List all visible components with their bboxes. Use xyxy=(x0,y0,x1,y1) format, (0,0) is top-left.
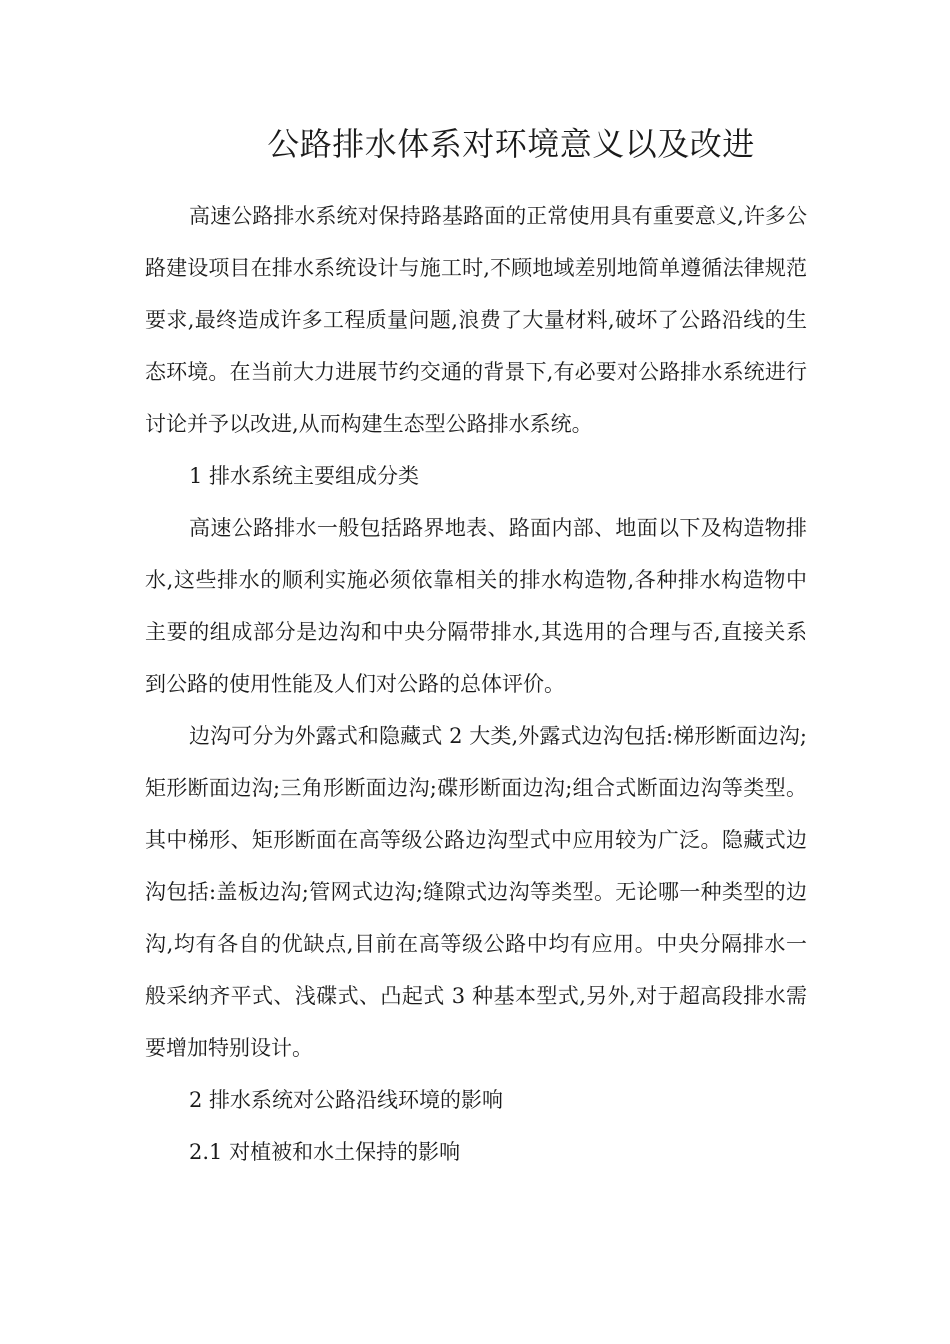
section-heading-1: 1 排水系统主要组成分类 xyxy=(189,464,420,488)
subsection-heading-2-1: 2.1 对植被和水土保持的影响 xyxy=(189,1140,461,1164)
document-body xyxy=(145,190,807,1178)
paragraph-drainage-components: 高速公路排水一般包括路界地表、路面内部、地面以下及构造物排水,这些排水的顺利实施必须依靠相关的排水构造物,各种排水构造物中主要的组成部分是边沟和中央分隔带排水,其选用的合理与否,直接关系到公路的使用性能及人们对公路的总体评价。 xyxy=(145,516,807,696)
document-title: 公路排水体系对环境意义以及改进 xyxy=(267,125,755,163)
section-heading-2: 2 排水系统对公路沿线环境的影响 xyxy=(189,1088,504,1112)
paragraph-ditch-types: 边沟可分为外露式和隐藏式 2 大类,外露式边沟包括:梯形断面边沟;矩形断面边沟;三角形断面边沟;碟形断面边沟;组合式断面边沟等类型。其中梯形、矩形断面在高等级公路边沟型式中应用较为广泛。隐藏式边沟包括:盖板边沟;管网式边沟;缝隙式边沟等类型。无论哪一种类型的边沟,均有各自的优缺点,目前在高等级公路中均有应用。中央分隔排水一般采纳齐平式、浅碟式、凸起式 3 种基本型式,另外,对于超高段排水需要增加特别设计。 xyxy=(145,724,807,1060)
paragraph-intro: 高速公路排水系统对保持路基路面的正常使用具有重要意义,许多公路建设项目在排水系统设计与施工时,不顾地域差别地简单遵循法律规范要求,最终造成许多工程质量问题,浪费了大量材料,破坏了公路沿线的生态环境。在当前大力进展节约交通的背景下,有必要对公路排水系统进行讨论并予以改进,从而构建生态型公路排水系统。 xyxy=(145,204,807,436)
